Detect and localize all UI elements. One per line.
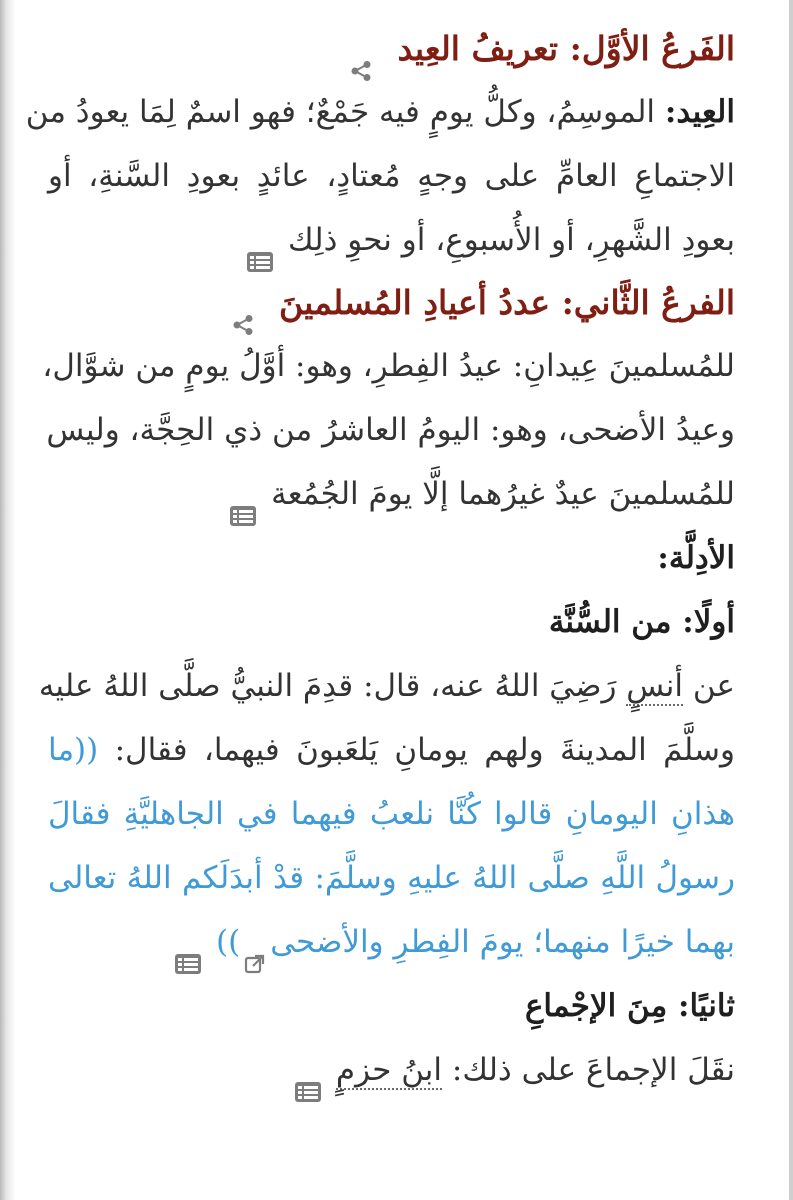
- section-2-title: [48, 272, 735, 334]
- quote-line-2: رسولُ اللَّهِ صلَّى اللهُ عليهِ وسلَّمَ: قدْ أبدَلَكم اللهُ تعالى: [48, 860, 735, 896]
- right-edge: [789, 0, 793, 1200]
- section-1-line-1: العِيد: الموسِمُ، وكلُّ يومٍ فيه جَمْعٌ؛ فهو اسمٌ لِمَا يعودُ من: [25, 94, 735, 130]
- hadith-line-1: عن أنسٍ رَضِيَ اللهُ عنه، قال: قدِمَ النبيُّ صلَّى اللهُ عليه: [38, 668, 735, 704]
- term-label: العِيد:: [664, 94, 735, 130]
- document-list-icon[interactable]: [229, 485, 257, 507]
- section-2-body: [42, 334, 735, 526]
- section-1-line-2: الاجتماعِ العامِّ على وجهٍ مُعتادٍ، عائدٍ بعودِ السَّنةِ، أو: [48, 158, 735, 194]
- section-1-title-text: الفَرعُ الأوَّل: تعريفُ العِيد: [397, 29, 735, 68]
- narrator-link[interactable]: أنسٍ: [626, 668, 684, 704]
- evidence-heading: الأدِلَّة:: [657, 540, 735, 576]
- sunnah-heading: أولًا: من السُّنَّة: [548, 604, 735, 640]
- section-1-title: [48, 18, 735, 80]
- hadith-line-2: وسلَّمَ المدينةَ ولهم يومانِ يَلعَبونَ فيهما، فقال: ((ما: [48, 732, 735, 768]
- article-content: [25, 18, 735, 1102]
- section-2-line-1: للمُسلمينَ عِيدانِ: عيدُ الفِطرِ، وهو: أوَّلُ يومٍ من شوَّال،: [42, 348, 735, 384]
- section-2-line-3: للمُسلمينَ عيدٌ غيرُهما إلَّا يومَ الجُمُعة: [48, 462, 735, 526]
- quote-open: ((ما: [48, 732, 99, 768]
- ijma-heading: ثانيًا: مِنَ الإجْماعِ: [524, 988, 735, 1024]
- quote-close: )): [215, 924, 241, 960]
- section-1-body: [25, 80, 735, 272]
- external-link-icon[interactable]: [244, 933, 266, 955]
- document-list-icon[interactable]: [246, 231, 274, 253]
- source-link[interactable]: ابنُ حزمٍ: [335, 1052, 443, 1088]
- document-list-icon[interactable]: [174, 933, 202, 955]
- section-2-line-2: وعيدُ الأضحى، وهو: اليومُ العاشرُ من ذي الحِجَّة، وليس: [46, 412, 735, 448]
- quote-line-1: هذانِ اليومانِ قالوا كُنَّا نلعبُ فيهما في الجاهليَّةِ فقالَ: [48, 796, 735, 832]
- ijma-body: [48, 1038, 735, 1102]
- quote-line-3: بهما خيرًا منهما؛ يومَ الفِطرِ والأضحى)): [48, 910, 735, 974]
- hadith-quote: [48, 782, 735, 974]
- ijma-line: نقَلَ الإجماعَ على ذلك: ابنُ حزمٍ: [48, 1038, 735, 1102]
- left-edge-shadow: [0, 0, 16, 1200]
- hadith-body: [38, 654, 735, 782]
- share-icon[interactable]: [232, 294, 254, 316]
- document-list-icon[interactable]: [294, 1061, 322, 1083]
- share-icon[interactable]: [350, 40, 372, 62]
- section-1-line-3: بعودِ الشَّهرِ، أو الأُسبوعِ، أو نحوِ ذلِك: [48, 208, 735, 272]
- section-2-title-text: الفرعُ الثَّاني: عددُ أعيادِ المُسلمينَ: [279, 283, 735, 322]
